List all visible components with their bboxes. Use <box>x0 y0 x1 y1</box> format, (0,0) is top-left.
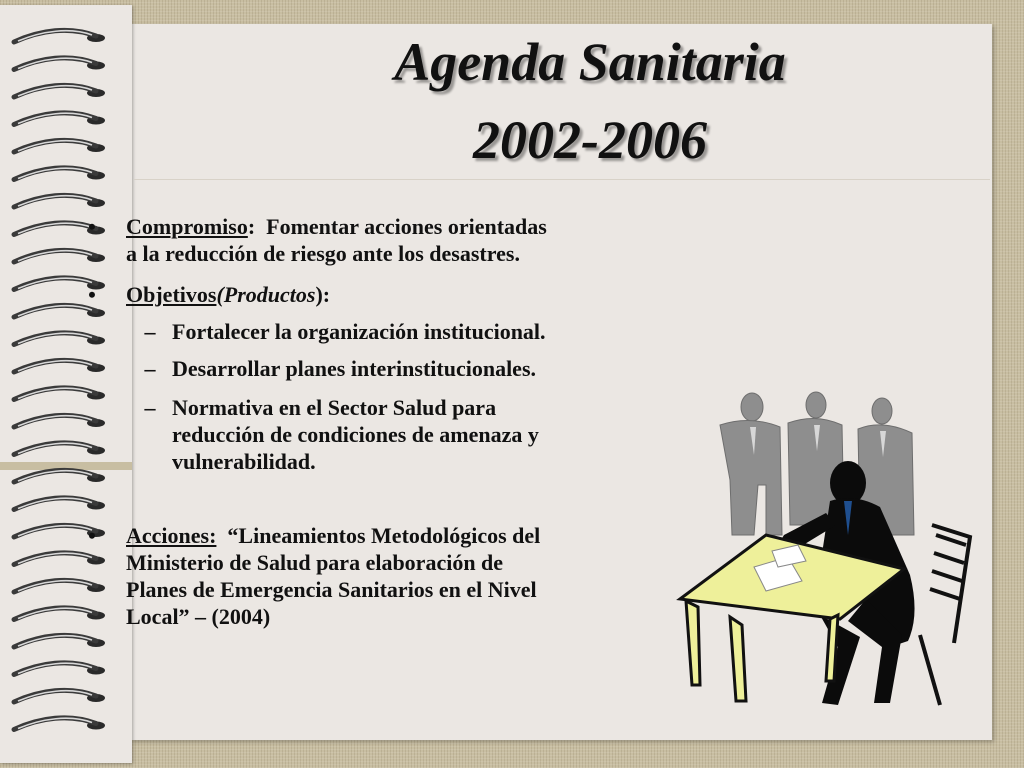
acciones-line-1: “Lineamientos Metodológicos del <box>227 523 541 548</box>
spiral-ring-icon <box>14 388 105 400</box>
objetivo-3-line-1: Normativa en el Sector Salud para <box>172 395 497 420</box>
spiral-ring-icon <box>14 443 105 455</box>
spiral-ring-icon <box>14 168 105 180</box>
spiral-ring-icon <box>14 663 105 675</box>
spiral-ring-icon <box>14 635 105 647</box>
compromiso-label: Compromiso <box>126 214 248 239</box>
spiral-ring-icon <box>14 58 105 70</box>
spiral-ring-icon <box>14 608 105 620</box>
bullet-compromiso <box>126 213 686 267</box>
spiral-ring-icon <box>14 85 105 97</box>
objetivo-3-line-3: vulnerabilidad. <box>172 449 316 474</box>
businessman-writing-at-desk-icon <box>670 385 990 715</box>
spiral-binding-icon <box>0 0 130 768</box>
acciones-line-2: Ministerio de Salud para elaboración de <box>126 550 504 575</box>
objetivo-item <box>172 355 732 382</box>
spiral-ring-icon <box>14 690 105 702</box>
dash-marker: – <box>144 356 156 381</box>
objetivo-1-line-1: Fortalecer la organización institucional. <box>172 319 546 344</box>
objetivos-paren-close: ): <box>315 282 331 307</box>
title-divider <box>134 179 990 180</box>
bullet-acciones <box>126 522 686 630</box>
acciones-line-3: Planes de Emergencia Sanitarios en el Nivel <box>126 577 537 602</box>
objetivo-2-line-1: Desarrollar planes interinstitucionales. <box>172 356 537 381</box>
spiral-ring-icon <box>14 333 105 345</box>
slide-subtitle-years: 2002-2006 <box>473 110 707 170</box>
dash-marker: – <box>144 395 156 420</box>
objetivo-3-line-2: reducción de condiciones de amenaza y <box>172 422 539 447</box>
spiral-ring-icon <box>14 580 105 592</box>
objetivos-label: Objetivos <box>126 282 217 307</box>
spiral-ring-icon <box>14 470 105 482</box>
spiral-ring-icon <box>14 553 105 565</box>
dash-marker: – <box>144 319 156 344</box>
spiral-ring-icon <box>14 498 105 510</box>
compromiso-text-1: Fomentar acciones orientadas <box>266 214 547 239</box>
compromiso-text-2: a la reducción de riesgo ante los desastres. <box>126 241 520 266</box>
objetivos-paren-open: ( <box>216 282 224 307</box>
bullet-marker: • <box>88 214 96 239</box>
objetivo-item <box>172 318 732 345</box>
objetivos-italic: Productos <box>223 282 316 307</box>
spiral-ring-icon <box>14 360 105 372</box>
spiral-ring-icon <box>14 250 105 262</box>
acciones-line-4: Local” – (2004) <box>126 604 271 629</box>
compromiso-sep: : <box>247 214 256 239</box>
objetivo-item <box>172 394 732 475</box>
spiral-ring-icon <box>14 415 105 427</box>
spiral-ring-icon <box>14 718 105 730</box>
bullet-objetivos <box>126 281 686 308</box>
spiral-ring-icon <box>14 113 105 125</box>
acciones-label: Acciones: <box>126 523 217 548</box>
spiral-ring-icon <box>14 30 105 42</box>
bullet-marker: • <box>88 523 96 548</box>
spiral-ring-icon <box>14 140 105 152</box>
spiral-ring-icon <box>14 195 105 207</box>
slide-title: Agenda Sanitaria <box>394 32 786 92</box>
bullet-marker: • <box>88 282 96 307</box>
